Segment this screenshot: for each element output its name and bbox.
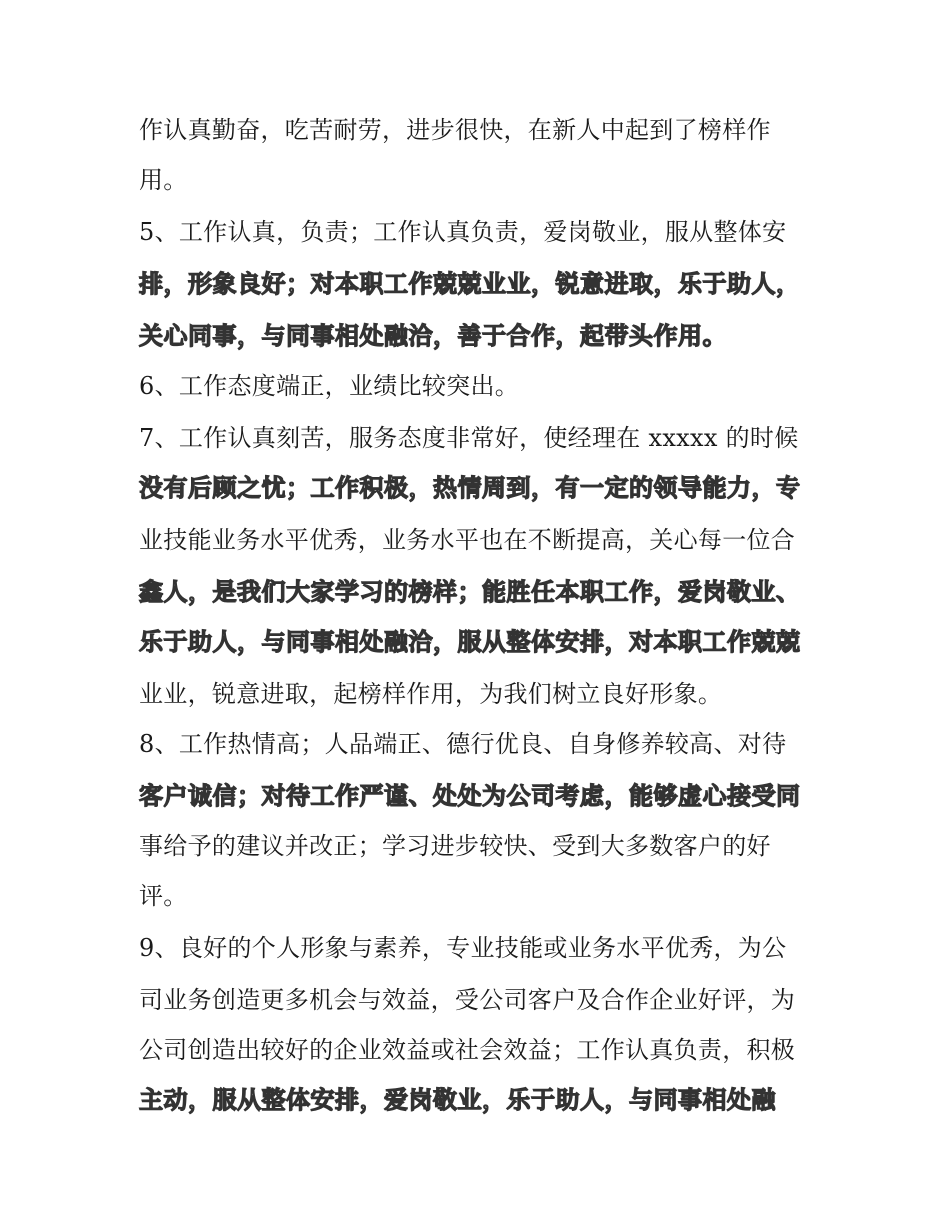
text-line: 9、良好的个人形象与素养，专业技能或业务水平优秀，为公 xyxy=(139,934,787,962)
text-line: 乐于助人，与同事相处融洽，服从整体安排，对本职工作兢兢 xyxy=(139,628,801,656)
text-line: 8、工作热情高；人品端正、德行优良、自身修养较高、对待 xyxy=(139,730,787,758)
text-line: 主动，服从整体安排，爱岗敬业，乐于助人，与同事相处融 xyxy=(139,1086,776,1114)
text-line: 7、工作认真刻苦，服务态度非常好，使经理在 xxxxx 的时候 xyxy=(139,424,799,452)
text-line: 用。 xyxy=(139,166,188,194)
text-line: 关心同事，与同事相处融洽，善于合作，起带头作用。 xyxy=(139,322,727,350)
text-line: 评。 xyxy=(139,882,188,910)
text-line: 公司创造出较好的企业效益或社会效益；工作认真负责，积极 xyxy=(139,1036,796,1064)
text-line: 业技能业务水平优秀，业务水平也在不断提高，关心每一位合 xyxy=(139,526,796,554)
text-line: 6、工作态度端正，业绩比较突出。 xyxy=(139,372,520,400)
text-line: 排，形象良好；对本职工作兢兢业业，锐意进取，乐于助人， xyxy=(139,270,801,298)
text-line: 事给予的建议并改正；学习进步较快、受到大多数客户的好 xyxy=(139,832,771,860)
text-line: 鑫人，是我们大家学习的榜样；能胜任本职工作，爱岗敬业、 xyxy=(139,578,801,606)
text-line: 没有后顾之忧；工作积极，热情周到，有一定的领导能力，专 xyxy=(139,474,801,502)
text-line: 作认真勤奋，吃苦耐劳，进步很快，在新人中起到了榜样作 xyxy=(139,116,771,144)
text-line: 司业务创造更多机会与效益，受公司客户及合作企业好评，为 xyxy=(139,986,796,1014)
text-line: 客户诚信；对待工作严谨、处处为公司考虑，能够虚心接受同 xyxy=(139,782,801,810)
text-line: 业业，锐意进取，起榜样作用，为我们树立良好形象。 xyxy=(139,680,723,708)
text-line: 5、工作认真，负责；工作认真负责，爱岗敬业，服从整体安 xyxy=(139,218,787,246)
